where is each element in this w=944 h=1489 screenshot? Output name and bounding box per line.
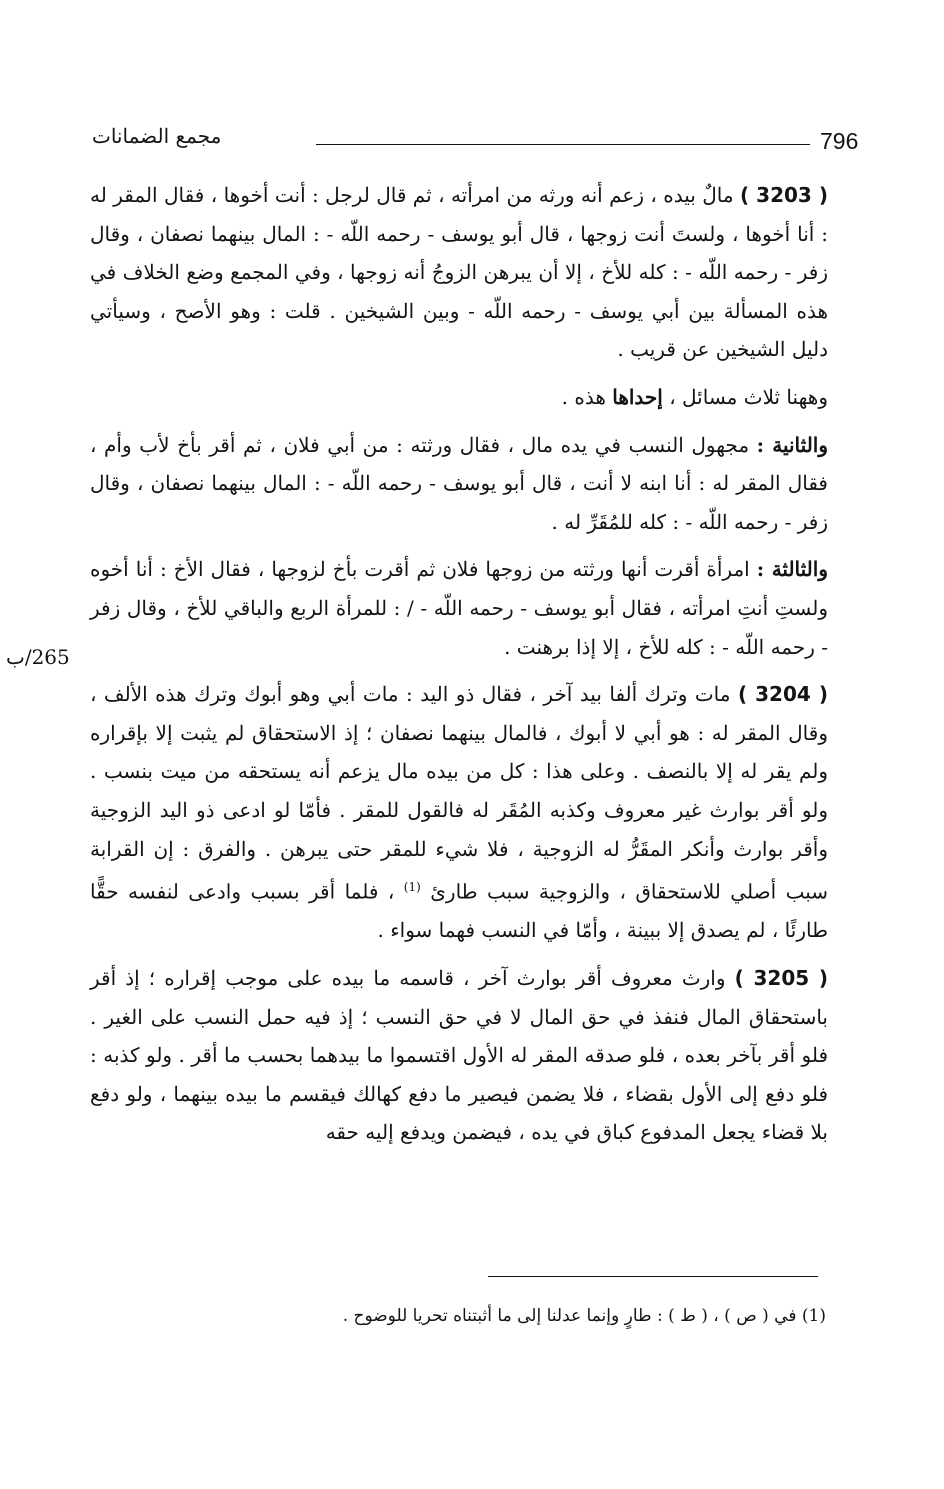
page-header xyxy=(92,122,859,162)
paragraph-third-issue xyxy=(90,550,828,666)
footnote-reference: (1) xyxy=(403,880,421,895)
paragraph-lead: وههنا ثلاث مسائل ، xyxy=(669,384,828,409)
footnote-rule xyxy=(488,1276,818,1277)
running-title: مجمع الضمانات xyxy=(92,124,222,148)
paragraph-bold-term: إحداها xyxy=(612,384,663,409)
paragraph-text: امرأة أقرت أنها ورثته من زوجها فلان ثم أقرت بأخ لزوجها ، فقال الأخ : أنا أخوه ولستِ أنتِ امرأته ، فقال أبو يوسف - رحمه اللّه - / : للمرأة الربع والباقي للأخ ، وقال زفر - رحمه اللّه - : كله للأخ ، إلا إذا برهنت . xyxy=(90,557,828,659)
paragraph-3205 xyxy=(90,959,828,1152)
paragraph-text: وارث معروف أقر بوارث آخر ، قاسمه ما بيده على موجب إقراره ؛ إذ أقر باستحقاق المال فنفذ في حق المال لا في حق النسب ؛ إذ فيه حمل النسب على الغير . فلو أقر بآخر بعده ، فلو صدقه المقر له الأول اقتسموا ما بيدهما بحسب ما أقر . ولو كذبه : فلو دفع إلى الأول بقضاء ، فلا يضمن فيصير ما دفع كهالك فيقسم ما بيده بينهما ، ولو دفع بلا قضاء يجعل المدفوع كباق في يده ، فيضمن ويدفع إليه حقه xyxy=(90,965,828,1145)
paragraph-bold-term: والثالثة : xyxy=(756,557,828,582)
paragraph-bold-term: والثانية : xyxy=(756,432,828,457)
paragraph-second-issue xyxy=(90,426,828,542)
paragraph-three-issues xyxy=(90,378,828,417)
paragraph-3204 xyxy=(90,675,828,950)
paragraph-3203 xyxy=(90,176,828,369)
paragraph-text: مجهول النسب في يده مال ، فقال ورثته : من أبي فلان ، ثم أقر بأخ لأب وأم ، فقال المقر له : أنا ابنه لا أنت ، قال أبو يوسف - رحمه اللّه - : المال بينهما نصفان ، وقال زفر - رحمه اللّه - : كله للمُقَرِّ له . xyxy=(90,432,828,534)
paragraph-number: ( 3205 ) xyxy=(734,965,828,990)
page-number: 796 xyxy=(820,128,859,154)
margin-folio-note: 265/ب xyxy=(6,645,70,669)
paragraph-number: ( 3204 ) xyxy=(737,682,829,707)
paragraph-number: ( 3203 ) xyxy=(740,183,828,207)
paragraph-text: مالٌ بيده ، زعم أنه ورثه من امرأته ، ثم قال لرجل : أنت أخوها ، فقال المقر له : أنا أخوها ، ولستَ أنت زوجها ، قال أبو يوسف - رحمه اللّه - : المال بينهما نصفان ، وقال زفر - رحمه اللّه - : كله للأخ ، إلا أن يبرهن الزوجُ أنه زوجها ، وفي المجمع وضع الخلاف في هذه المسألة بين أبي يوسف - رحمه اللّه - وبين الشيخين . قلت : وهو الأصح ، وسيأتي دليل الشيخين عن قريب . xyxy=(90,183,828,362)
footnote: (1) في ( ص ) ، ( ط ) : طارٍ وإنما عدلنا إلى ما أثبتناه تحريا للوضوح . xyxy=(342,1306,826,1326)
body-text xyxy=(90,176,828,1161)
paragraph-text-continued: ، فلما أقر بسبب وادعى لنفسه حقًّا طارئًا ، لم يصدق إلا ببينة ، وأمّا في النسب فهما سواء . xyxy=(90,879,828,943)
header-rule xyxy=(316,144,810,145)
paragraph-text: مات وترك ألفا بيد آخر ، فقال ذو اليد : مات أبي وهو أبوك وترك هذه الألف ، وقال المقر له : هو أبي لا أبوك ، فالمال بينهما نصفان ؛ إذ الاستحقاق لم يثبت إلا بإقراره ولم يقر له إلا بالنصف . وعلى هذا : كل من بيده مال يزعم أنه يستحقه من ميت بنسب . ولو أقر بوارث غير معروف وكذبه المُقَر له فالقول للمقر . فأمّا لو ادعى ذو اليد الزوجية وأقر بوارث وأنكر المقَرُّ له الزوجية ، فلا شيء للمقر حتى يبرهن . والفرق : إن القرابة سبب أصلي للاستحقاق ، والزوجية سبب طارئ xyxy=(90,682,829,904)
paragraph-text: هذه . xyxy=(561,384,606,409)
